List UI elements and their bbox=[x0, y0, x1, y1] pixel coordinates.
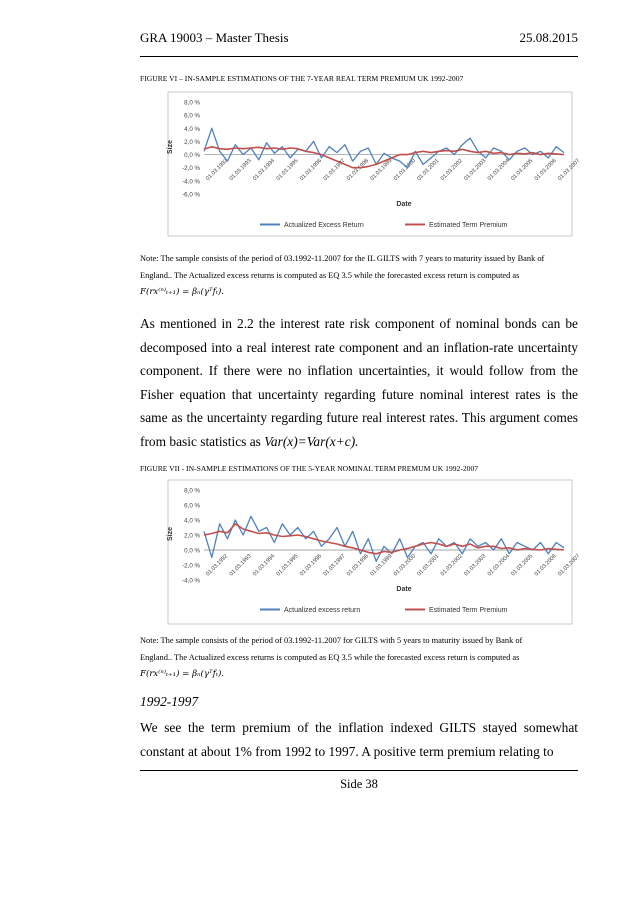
x-axis-label: Date bbox=[396, 586, 412, 593]
x-tick-label: 01.03.2005 bbox=[510, 553, 535, 578]
period-heading: 1992-1997 bbox=[140, 694, 199, 709]
paragraph-1 bbox=[140, 312, 578, 453]
y-tick-label: -6,0 % bbox=[182, 191, 200, 199]
figure7-chart bbox=[140, 478, 582, 628]
figure6-svg bbox=[140, 90, 582, 240]
x-tick-label: 01.03.1993 bbox=[228, 157, 253, 182]
x-tick-label: 01.03.2000 bbox=[392, 157, 417, 182]
figure6-note-line1: Note: The sample consists of the period of 03.1992-11.2007 for the IL GILTS with 7 years to maturity issued by Bank of bbox=[140, 254, 545, 263]
x-tick-label: 01.03.2002 bbox=[439, 553, 464, 578]
figure7-note-formula: F(rx⁽ⁿ⁾ₜ₊₁) = βₙ(γᵀfₜ). bbox=[140, 669, 225, 679]
x-axis-label: Date bbox=[396, 201, 412, 208]
x-tick-label: 01.03.2001 bbox=[416, 157, 441, 182]
y-tick-label: -4,0 % bbox=[182, 577, 200, 585]
x-tick-label: 01.03.1993 bbox=[228, 553, 253, 578]
x-tick-label: 01.03.2006 bbox=[533, 553, 558, 578]
x-tick-label: 01.03.2007 bbox=[557, 553, 582, 578]
x-tick-label: 01.03.1995 bbox=[275, 553, 300, 578]
x-tick-label: 01.03.1995 bbox=[275, 157, 300, 182]
y-tick-label: -2,0 % bbox=[182, 165, 200, 173]
y-tick-label: -2,0 % bbox=[182, 562, 200, 570]
figure7-title: FIGURE VII - IN-SAMPLE ESTIMATIONS OF THE 5-YEAR NOMINAL TERM PREMUM UK 1992-2007 bbox=[140, 464, 479, 473]
x-tick-label: 01.03.1994 bbox=[252, 553, 277, 578]
paragraph-1-math: Var(x)=Var(x+c). bbox=[264, 433, 359, 449]
legend-label: Actualized excess return bbox=[284, 607, 361, 614]
figure6-note bbox=[140, 251, 578, 301]
x-tick-label: 01.03.2002 bbox=[439, 157, 464, 182]
x-tick-label: 01.03.2004 bbox=[486, 157, 511, 182]
x-tick-label: 01.03.1996 bbox=[299, 553, 324, 578]
x-tick-label: 01.03.2000 bbox=[392, 553, 417, 578]
y-tick-label: 0,0 % bbox=[184, 547, 200, 555]
x-tick-label: 01.03.2005 bbox=[510, 157, 535, 182]
y-tick-label: -4,0 % bbox=[182, 178, 200, 186]
page-header bbox=[140, 30, 578, 48]
figure6-title: FIGURE VI – IN-SAMPLE ESTIMATIONS OF THE 7-YEAR REAL TERM PREMIUM UK 1992-2007 bbox=[140, 74, 464, 83]
y-tick-label: 0,0 % bbox=[184, 152, 200, 160]
x-tick-label: 01.03.2003 bbox=[463, 553, 488, 578]
y-tick-label: 4,0 % bbox=[184, 517, 200, 525]
y-tick-label: 6,0 % bbox=[184, 502, 200, 510]
legend-label: Estimated Term Premium bbox=[429, 607, 508, 614]
page-footer: Side 38 bbox=[340, 777, 378, 791]
legend-label: Actualized Excess Return bbox=[284, 222, 364, 229]
x-tick-label: 01.03.1997 bbox=[322, 553, 347, 578]
figure7-note-line1: Note: The sample consists of the period of 03.1992-11.2007 for GILTS with 5 years to maturity issued by Bank of bbox=[140, 636, 523, 645]
paragraph-1-text: As mentioned in 2.2 the interest rate risk component of nominal bonds can be decomposed into a real interest rate component and an inflation-rate uncertainty component. If there were no inflation uncertainties, it would follow from the Fisher equation that uncertainty regarding future nominal interest rates is the same as the uncertainty regarding future real interest rates. This argument comes from basic statistics as bbox=[140, 316, 578, 449]
x-tick-label: 01.03.1998 bbox=[345, 157, 371, 182]
figure7-note-line2: England.. The Actualized excess returns is computed as EQ 3.5 while the forecasted excess return is computed as bbox=[140, 652, 520, 662]
x-tick-label: 01.03.1992 bbox=[205, 553, 230, 578]
x-tick-label: 01.03.1999 bbox=[369, 157, 394, 182]
x-tick-label: 01.03.2003 bbox=[463, 157, 488, 182]
figure6-note-formula: F(rx⁽ⁿ⁾ₜ₊₁) = βₙ(γᵀfₜ). bbox=[140, 287, 225, 297]
figure6-note-line2: England.. The Actualized excess returns is computed as EQ 3.5 while the forecasted excess return is computed as bbox=[140, 270, 520, 280]
x-tick-label: 01.03.2001 bbox=[416, 553, 441, 578]
x-tick-label: 01.03.1999 bbox=[369, 553, 394, 578]
header-left-text: GRA 19003 – Master Thesis bbox=[140, 30, 289, 45]
y-tick-label: 8,0 % bbox=[184, 487, 200, 495]
x-tick-label: 01.03.2007 bbox=[557, 157, 582, 182]
legend-label: Estimated Term Premium bbox=[429, 222, 508, 229]
y-axis-label: Size bbox=[167, 526, 174, 541]
x-tick-label: 01.03.2004 bbox=[486, 553, 511, 578]
y-tick-label: 4,0 % bbox=[184, 125, 200, 133]
x-tick-label: 01.03.1996 bbox=[299, 157, 324, 182]
y-axis-label: Size bbox=[167, 139, 174, 154]
figure7-note bbox=[140, 633, 578, 683]
y-tick-label: 6,0 % bbox=[184, 112, 200, 120]
x-tick-label: 01.03.1998 bbox=[345, 553, 371, 578]
chart-frame bbox=[168, 92, 572, 236]
header-date: 25.08.2015 bbox=[519, 30, 578, 45]
figure7-svg bbox=[140, 478, 582, 628]
y-tick-label: 2,0 % bbox=[184, 532, 200, 540]
y-tick-label: 2,0 % bbox=[184, 138, 200, 146]
paragraph-2: We see the term premium of the inflation indexed GILTS stayed somewhat constant at about 1% from 1992 to 1997. A positive term premium relating to bbox=[140, 720, 578, 759]
footer-rule bbox=[140, 770, 578, 771]
x-tick-label: 01.03.1997 bbox=[322, 157, 347, 182]
x-tick-label: 01.03.1992 bbox=[205, 157, 230, 182]
y-tick-label: 8,0 % bbox=[184, 99, 200, 107]
x-tick-label: 01.03.1994 bbox=[252, 157, 277, 182]
x-tick-label: 01.03.2006 bbox=[533, 157, 558, 182]
figure6-chart bbox=[140, 90, 582, 240]
header-rule bbox=[140, 56, 578, 57]
